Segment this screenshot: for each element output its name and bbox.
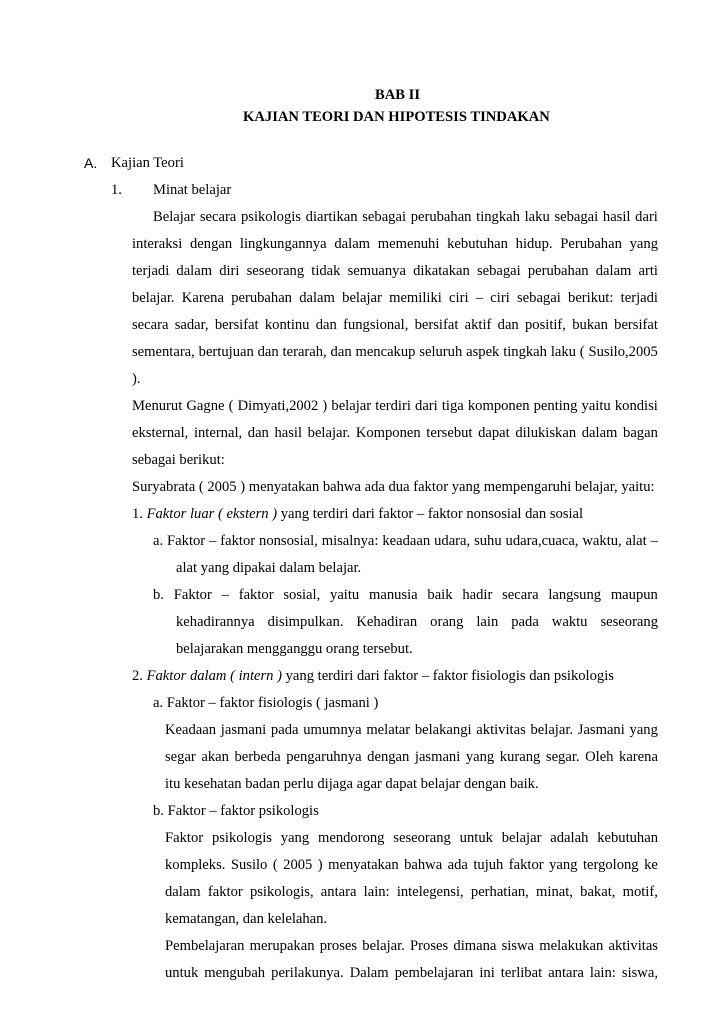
list-item-line: kehadirannya disimpulkan. Kehadiran orang lain pada waktu seseorang: [176, 614, 658, 630]
list-item-line: a. Faktor – faktor nonsosial, misalnya: keadaan udara, suhu udara,cuaca, waktu, alat –: [153, 533, 658, 549]
chapter-label: BAB II: [375, 87, 421, 103]
paragraph-line: untuk mengubah perilakunya. Dalam pembelajaran ini terlibat antara lain: siswa,: [165, 965, 658, 981]
list-item-line: alat yang dipakai dalam belajar.: [176, 560, 362, 576]
factor-description: yang terdiri dari faktor – faktor fisiologis dan psikologis: [281, 668, 614, 684]
paragraph-line: belajar. Karena perubahan dalam belajar memiliki ciri – ciri sebagai berikut: terjadi: [132, 290, 658, 306]
section-title: Kajian Teori: [111, 155, 184, 171]
paragraph-line: interaksi dengan lingkungannya dalam memenuhi kebutuhan hidup. Perubahan yang: [132, 236, 658, 252]
list-item-line: belajarakan mengganggu orang tersebut.: [176, 641, 413, 657]
factor-term: Faktor luar ( ekstern ): [146, 506, 278, 522]
list-item-line: segar akan berbeda pengaruhnya dengan jasmani yang kurang segar. Oleh karena: [165, 749, 658, 765]
factor-term: Faktor dalam ( intern ): [146, 668, 282, 684]
factor-description: yang terdiri dari faktor – faktor nonsosial dan sosial: [277, 506, 584, 522]
paragraph-line: Belajar secara psikologis diartikan sebagai perubahan tingkah laku sebagai hasil dari: [153, 209, 658, 225]
paragraph-line: sementara, bertujuan dan terarah, dan mencakup seluruh aspek tingkah laku ( Susilo,2005: [132, 344, 658, 360]
chapter-title: KAJIAN TEORI DAN HIPOTESIS TINDAKAN: [243, 109, 550, 125]
list-item-title: a. Faktor – faktor fisiologis ( jasmani ): [153, 695, 379, 711]
list-item-line: b. Faktor – faktor sosial, yaitu manusia baik hadir secara langsung maupun: [153, 587, 658, 603]
paragraph-line: Pembelajaran merupakan proses belajar. Proses dimana siswa melakukan aktivitas: [165, 938, 658, 954]
list-item-line: dalam faktor psikologis, antara lain: intelegensi, perhatian, minat, bakat, motif,: [165, 884, 658, 900]
list-item-line: Keadaan jasmani pada umumnya melatar belakangi aktivitas belajar. Jasmani yang: [165, 722, 658, 738]
list-item-line: itu kesehatan badan perlu dijaga agar dapat belajar dengan baik.: [165, 776, 539, 792]
list-item-line: kompleks. Susilo ( 2005 ) menyatakan bahwa ada tujuh faktor yang tergolong ke: [165, 857, 658, 873]
paragraph-line: secara sadar, bersifat kontinu dan fungsional, bersifat aktif dan positif, bukan bersifat: [132, 317, 658, 333]
factor-heading: [132, 669, 614, 684]
list-item-title: b. Faktor – faktor psikologis: [153, 803, 319, 819]
subsection-number: 1.: [111, 182, 122, 198]
factor-number: 1.: [132, 506, 147, 522]
section-letter: A.: [84, 155, 98, 171]
factor-heading: [132, 507, 583, 522]
paragraph-line: ).: [132, 371, 141, 387]
factor-number: 2.: [132, 668, 147, 684]
paragraph-line: Suryabrata ( 2005 ) menyatakan bahwa ada dua faktor yang mempengaruhi belajar, yaitu:: [132, 479, 655, 495]
paragraph-line: sebagai berikut:: [132, 452, 225, 468]
subsection-title: Minat belajar: [153, 182, 232, 198]
paragraph-line: eksternal, internal, dan hasil belajar. Komponen tersebut dapat dilukiskan dalam bagan: [132, 425, 658, 441]
paragraph-line: Menurut Gagne ( Dimyati,2002 ) belajar terdiri dari tiga komponen penting yaitu kondisi: [132, 398, 658, 414]
paragraph-line: terjadi dalam diri seseorang tidak semuanya dikatakan sebagai perubahan dalam arti: [132, 263, 658, 279]
list-item-line: Faktor psikologis yang mendorong seseorang untuk belajar adalah kebutuhan: [165, 830, 658, 846]
list-item-line: kematangan, dan kelelahan.: [165, 911, 328, 927]
